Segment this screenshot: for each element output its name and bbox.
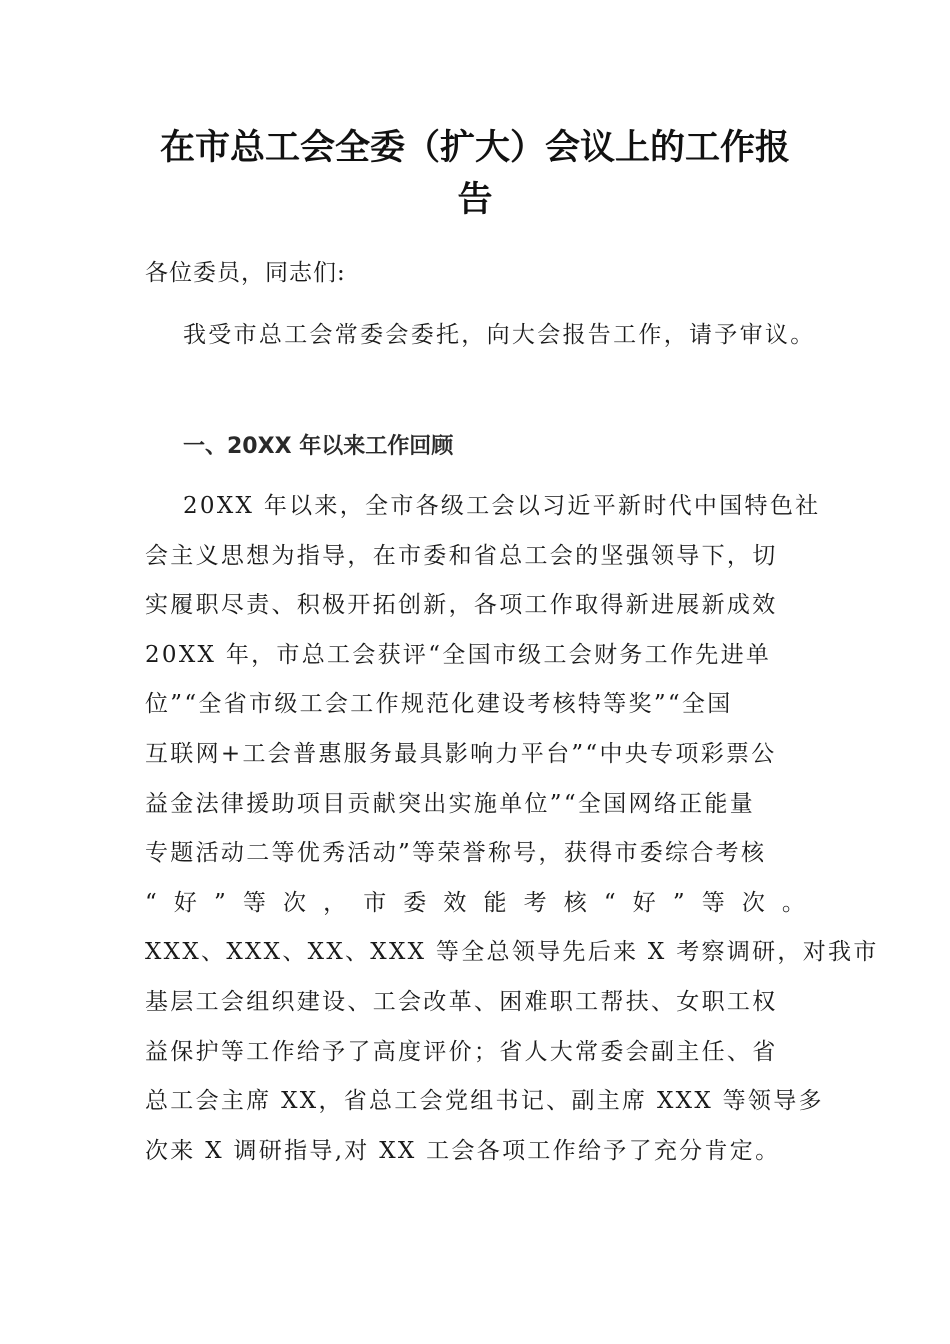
title-line-1: 在市总工会全委（扩大）会议上的工作报 [159, 127, 790, 168]
justified-char: 能 [483, 889, 507, 916]
justified-char: ” [213, 889, 226, 916]
paragraph-line: 总工会主席 XX，省总工会党组书记、副主席 XXX 等领导多 [145, 1088, 824, 1115]
paragraph-line: 益保护等工作给予了高度评价；省人大常委会副主任、省 [145, 1038, 778, 1065]
justified-char: 次 [282, 889, 306, 916]
justified-char: 等 [242, 889, 266, 916]
paragraph-line: 互联网+工会普惠服务最具影响力平台”“中央专项彩票公 [145, 740, 777, 767]
paragraph-line: 次来 X 调研指导,对 XX 工会各项工作给予了充分肯定。 [145, 1137, 781, 1164]
justified-char: “ [603, 889, 616, 916]
intro-paragraph: 我受市总工会常委会委托，向大会报告工作，请予审议。 [183, 322, 816, 348]
paragraph-line: 20XX 年以来，全市各级工会以习近平新时代中国特色社 [183, 493, 821, 519]
section-paragraph [145, 488, 879, 1182]
paragraph-line: 益金法律援助项目贡献突出实施单位”“全国网络正能量 [145, 790, 756, 817]
justified-char: 好 [173, 889, 197, 916]
paragraph-line: XXX、XXX、XX、XXX 等全总领导先后来 X 考察调研，对我市 [145, 939, 879, 966]
justified-char: 效 [443, 889, 467, 916]
title-line-2: 告 [457, 179, 493, 220]
salutation: 各位委员，同志们: [145, 260, 346, 286]
justified-char: “ [145, 889, 157, 916]
section-heading: 一、20XX 年以来工作回顾 [183, 434, 454, 459]
paragraph-line-justified [145, 885, 805, 935]
paragraph-line: 实履职尽责、积极开拓创新，各项工作取得新进展新成效 [145, 592, 778, 619]
justified-char: 次 [741, 889, 765, 916]
justified-char: 。 [781, 889, 805, 916]
paragraph-line: 基层工会组织建设、工会改革、困难职工帮扶、女职工权 [145, 988, 778, 1015]
justified-char: 考 [523, 889, 547, 916]
document-title [145, 122, 805, 226]
justified-char: 核 [563, 889, 587, 916]
paragraph-line: 位”“全省市级工会工作规范化建设考核特等奖”“全国 [145, 691, 733, 718]
justified-char: 等 [701, 889, 725, 916]
justified-char: ， [323, 889, 347, 916]
justified-char: 市 [363, 889, 387, 916]
paragraph-line: 专题活动二等优秀活动”等荣誉称号，获得市委综合考核 [145, 840, 767, 867]
paragraph-line: 会主义思想为指导，在市委和省总工会的坚强领导下，切 [145, 542, 778, 569]
justified-char: 委 [403, 889, 427, 916]
justified-char: ” [672, 889, 685, 916]
justified-char: 好 [632, 889, 656, 916]
paragraph-line: 20XX 年，市总工会获评“全国市级工会财务工作先进单 [145, 641, 772, 668]
